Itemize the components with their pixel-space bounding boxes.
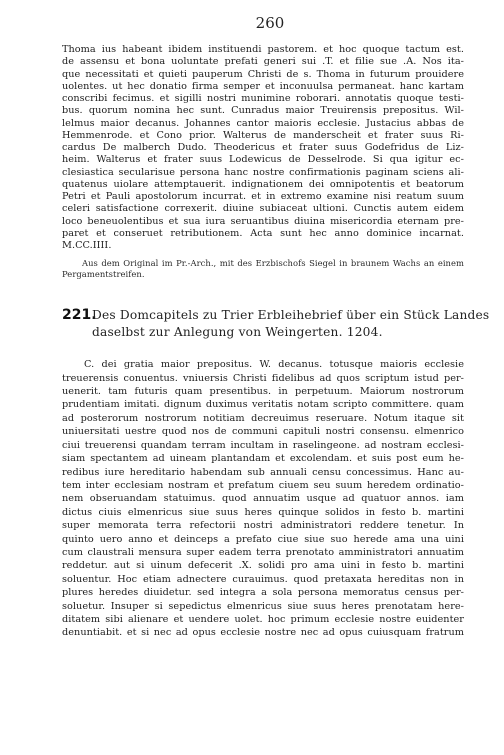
- text-line: C. dei gratia maior prepositus. W. decanus. totusque maioris ecclesie: [84, 359, 464, 371]
- text-line: uolentes. ut hec donatio firma semper et inconuulsa permaneat. hanc kartam: [62, 80, 464, 92]
- text-line: Hemmenrode. et Cono prior. Walterus de manderscheit et frater suus Ri-: [62, 129, 464, 141]
- text-line: Thoma ius habeant ibidem instituendi pastorem. et hoc quoque tactum est.: [62, 44, 464, 55]
- text-line: heim. Walterus et frater suus Lodewicus de Desselrode. Si qua igitur ec-: [62, 154, 464, 166]
- document-body: [62, 358, 464, 640]
- text-line: loco beneuolentibus et sua iura seruantibus diuina misericordia eternam pre-: [62, 215, 464, 227]
- text-line: super memorata terra refectorii nostri administratori reddere tenetur. In: [62, 520, 464, 532]
- heading-line: Des Domcapitels zu Trier Erbleihebrief über ein Stück Landes: [92, 308, 490, 323]
- text-line: prudentiam imitati. dignum duximus veritatis notam scripto committere. quam: [62, 399, 464, 411]
- text-line: bus. quorum nomina hec sunt. Cunradus maior Treuirensis prepositus. Wil-: [62, 105, 464, 117]
- text-line: de assensu et bona uoluntate prefati generi sui .T. et filie sue .A. Nos ita-: [62, 56, 464, 68]
- text-line: uniuersitati uestre quod nos de communi capituli nostri consensu. elmenrico: [62, 426, 464, 438]
- source-note-line: Pergamentstreifen.: [62, 269, 145, 280]
- source-note-line: Aus dem Original im Pr.-Arch., mit des Erzbischofs Siegel in braunem Wachs an einem: [82, 258, 464, 269]
- text-line: denuntiabit. et si nec ad opus ecclesie nostre nec ad opus cuiusquam fratrum: [62, 627, 464, 639]
- text-line: Petri et Pauli apostolorum incurrat. et in extremo examine nisi reatum suum: [62, 191, 464, 202]
- text-line-date: M.CC.IIII.: [62, 240, 112, 251]
- text-line: quinto uero anno et deinceps a prefato ciue siue suo herede ama una uini: [62, 533, 464, 545]
- text-line: conscribi fecimus. et sigilli nostri munimine roborari. annotatis quoque testi-: [62, 93, 464, 104]
- text-line: tem inter ecclesiam nostram et prefatum ciuem seu suum heredem ordinatio-: [62, 479, 464, 491]
- text-line: redibus iure hereditario habendam sub annuali censu concessimus. Hanc au-: [62, 466, 464, 478]
- document-body-continued: [62, 44, 464, 252]
- text-line: quatenus uiolare attemptauerit. indignationem dei omnipotentis et beatorum: [62, 178, 464, 190]
- text-line: dictus ciuis elmenricus siue suus heres quinque solidos in festo b. martini: [62, 506, 464, 518]
- text-line: clesiastica secularisue persona hanc nostre confirmationis paginam sciens ali-: [62, 166, 464, 178]
- text-line: cum claustrali mensura super eadem terra prenotato amministratori annuatim: [62, 546, 464, 558]
- text-line: lelmus maior decanus. Johannes cantor maioris ecclesie. Justacius abbas de: [62, 117, 464, 129]
- text-line: cardus De malberch Dudo. Theodericus et frater suus Godefridus de Liz-: [62, 142, 464, 153]
- text-line: siam spectantem ad uineam plantandam et excolendam. et suis post eum he-: [62, 453, 464, 465]
- text-line: paret et conseruet retributionem. Acta sunt hec anno dominice incarnat.: [62, 227, 464, 239]
- text-line: soluetur. Insuper si sepedictus elmenricus siue suus heres prenotatam here-: [62, 600, 464, 612]
- text-line: nem obseruandam statuimus. quod annuatim usque ad quatuor annos. iam: [62, 493, 464, 505]
- text-line: soluentur. Hoc etiam adnectere curauimus. quod pretaxata hereditas non in: [62, 573, 464, 585]
- source-note: [62, 258, 464, 280]
- text-line: ad posterorum nostrorum notitiam decreuimus reseruare. Notum itaque sit: [62, 412, 464, 424]
- text-line: ciui treuerensi quandam terram incultam in raselingeone. ad nostram ecclesi-: [62, 439, 464, 451]
- text-line: reddetur. aut si uinum defecerit .X. solidi pro ama uini in festo b. martini: [62, 560, 464, 572]
- text-line: treuerensis conuentus. vniuersis Christi fidelibus ad quos scriptum istud per-: [62, 372, 464, 384]
- text-line: celeri satisfactione correxerit. diuine subiaceat ultioni. Cunctis autem eidem: [62, 203, 464, 215]
- text-line: que necessitati et quieti pauperum Christi de s. Thoma in futurum prouidere: [62, 68, 464, 80]
- text-line: plures heredes diuidetur. sed integra a sola persona memoratus census per-: [62, 587, 464, 599]
- document-number: 221.: [62, 307, 97, 324]
- document-heading: [62, 307, 490, 341]
- page-number: 260: [255, 14, 285, 32]
- text-line: uenerit. tam futuris quam presentibus. in perpetuum. Maiorum nostrorum: [62, 386, 464, 398]
- text-line: ditatem sibi alienare et uendere uolet. hoc primum ecclesie nostre euidenter: [62, 613, 464, 625]
- heading-line: daselbst zur Anlegung von Weingerten. 1204.: [92, 325, 383, 340]
